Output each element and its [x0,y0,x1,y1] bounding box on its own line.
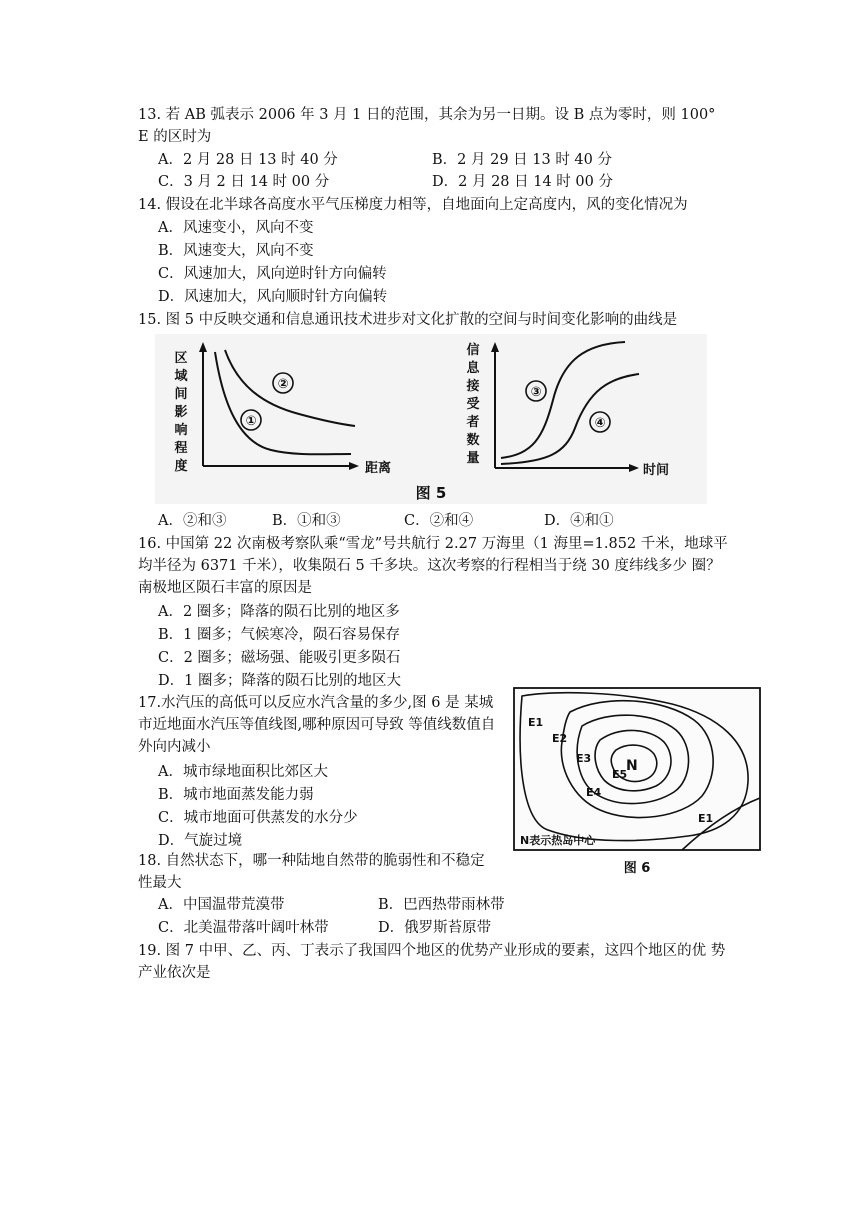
right-xlabel: 时间 [643,463,670,478]
figure-6 [512,686,764,878]
q16-option-b: B．1 圈多；气候寒冷，陨石容易保存 [158,627,400,643]
ylabel-char: 受 [466,397,480,412]
figure-6-caption: 图 6 [623,861,651,876]
q15-option-c: C．②和④ [404,513,474,529]
q14-option-d: D．风速加大，风向顺时针方向偏转 [158,289,388,305]
question-19-stem: 19. 图 7 中甲、乙、丙、丁表示了我国四个地区的优势产业形成的要素，这四个地区的优 势产业依次是 [138,943,726,981]
q18-option-a: A．中国温带荒漠带 [158,897,285,913]
q16-option-d: D．1 圈多；降落的陨石比别的地区大 [158,673,401,689]
question-18-stem: 18. 自然状态下，哪一种陆地自然带的脆弱性和不稳定性最大 [138,853,485,891]
q13-option-c: C．3 月 2 日 14 时 00 分 [158,174,330,190]
q15-option-d: D．④和① [544,513,614,529]
figure-5-left-ylabel [174,350,188,474]
svg-text:④: ④ [594,416,606,431]
q18-option-c: C．北美温带落叶阔叶林带 [158,920,329,936]
figure-5 [155,334,707,504]
q18-option-b: B．巴西热带雨林带 [378,897,505,913]
question-15-stem: 15. 图 5 中反映交通和信息通讯技术进步对文化扩散的空间与时间变化影响的曲线是 [138,312,678,328]
q13-option-a: A．2 月 28 日 13 时 40 分 [158,152,338,168]
label-e1-right: E1 [698,812,714,825]
svg-text:②: ② [277,377,289,392]
q18-option-d: D．俄罗斯苔原带 [378,920,492,936]
figure-6-legend: N表示热岛中心 [520,834,596,847]
ylabel-char: 量 [466,451,480,466]
q14-option-c: C．风速加大，风向逆时针方向偏转 [158,266,387,282]
q17-option-b: B．城市地面蒸发能力弱 [158,787,314,803]
question-14-stem: 14. 假设在北半球各高度水平气压梯度力相等，自地面向上定高度内，风的变化情况为 [138,197,688,213]
question-13-stem: 13. 若 AB 弧表示 2006 年 3 月 1 日的范围，其余为另一日期。设 B 点为零时，则 100° E 的区时为 [138,107,716,145]
q13-option-b: B．2 月 29 日 13 时 40 分 [432,152,612,168]
ylabel-char: 域 [174,369,188,384]
ylabel-char: 区 [174,351,188,366]
label-e3: E3 [576,752,592,765]
left-xlabel: 距离 [365,461,392,476]
q17-option-a: A．城市绿地面积比郊区大 [158,764,328,780]
ylabel-char: 影 [174,405,188,420]
question-17-stem: 17.水汽压的高低可以反应水汽含量的多少,图 6 是 某城市近地面水汽压等值线图,哪种原因可导致 等值线数值自外向内减小 [138,695,496,755]
figure-5-background [155,334,707,504]
figure-5-right-ylabel [465,342,480,466]
question-16-stem: 16. 中国第 22 次南极考察队乘“雪龙”号共航行 2.27 万海里（1 海里=1.852 千米，地球平 均半径为 6371 千米），收集陨石 5 千多块。这次考察的行程相当于绕 30 度纬线多少 圈？南极地区陨石丰富的原因是 [138,536,728,596]
ylabel-char: 间 [174,387,188,402]
ylabel-char: 数 [466,433,480,448]
ylabel-char: 者 [466,415,480,430]
label-e1: E1 [528,716,544,729]
svg-text:③: ③ [530,385,542,400]
q17-option-c: C．城市地面可供蒸发的水分少 [158,810,358,826]
q14-option-b: B．风速变大，风向不变 [158,243,314,259]
label-n: N [626,758,638,774]
q15-option-a: A．②和③ [158,513,227,529]
label-e4: E4 [586,786,602,799]
q16-option-c: C．2 圈多；磁场强、能吸引更多陨石 [158,650,401,666]
q15-option-b: B．①和③ [272,513,341,529]
q13-option-d: D．2 月 28 日 14 时 00 分 [432,174,613,190]
figure-5-caption: 图 5 [415,484,447,502]
ylabel-char: 接 [466,379,480,394]
q14-option-a: A．风速变小，风向不变 [158,220,314,236]
svg-text:①: ① [245,414,257,429]
ylabel-char: 信 [466,343,480,358]
q17-option-d: D．气旋过境 [158,833,243,849]
label-e2: E2 [552,732,568,745]
ylabel-char: 息 [466,361,480,376]
q16-option-a: A．2 圈多；降落的陨石比别的地区多 [158,604,400,620]
label-e5: E5 [612,768,628,781]
ylabel-char: 程 [174,441,188,456]
ylabel-char: 响 [174,423,188,438]
ylabel-char: 度 [174,459,188,474]
